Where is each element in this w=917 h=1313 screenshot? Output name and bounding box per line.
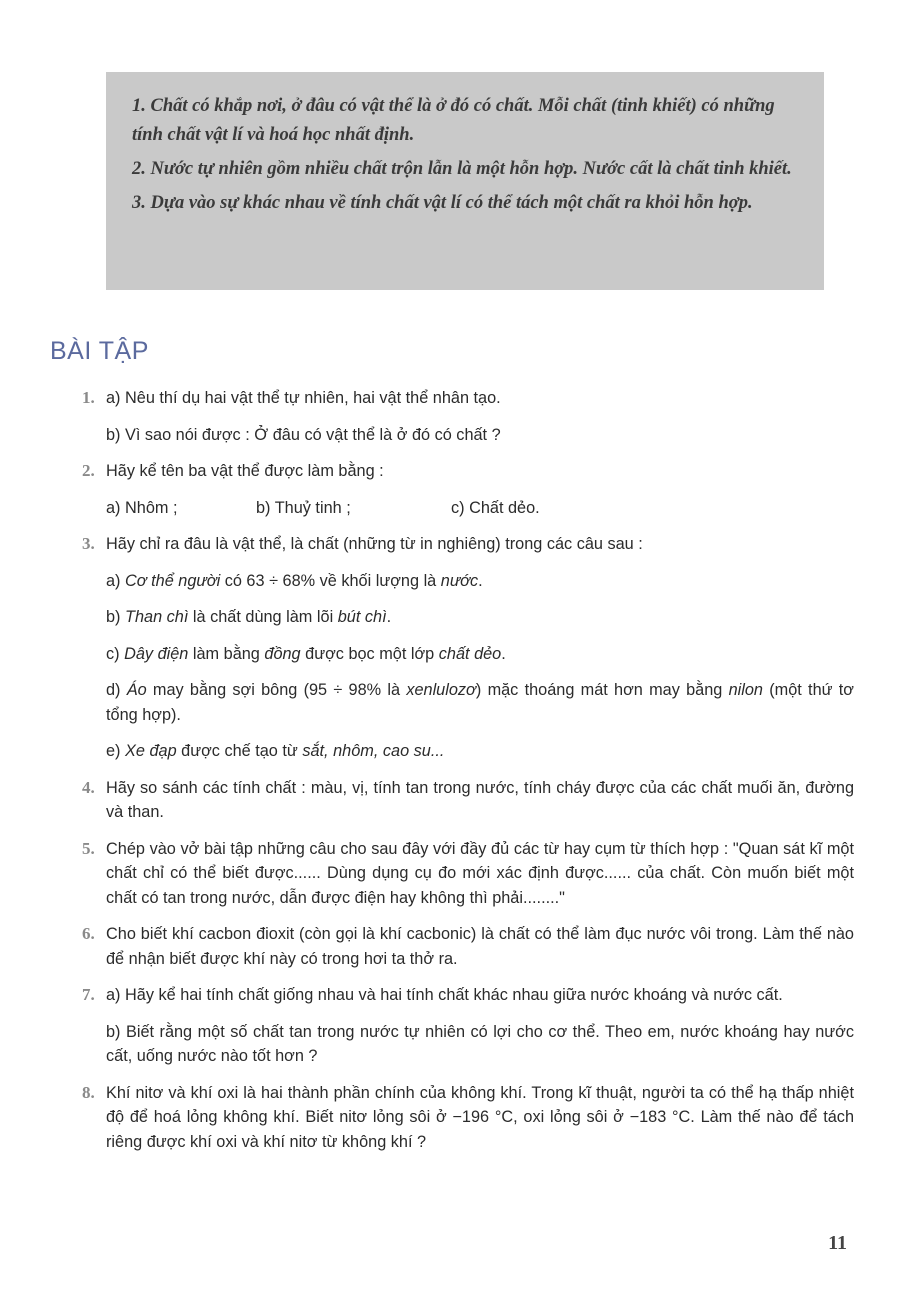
exercise-3-question: Hãy chỉ ra đâu là vật thể, là chất (những từ in nghiêng) trong các câu sau : xyxy=(106,535,643,553)
exercise-1-part-a: a) Nêu thí dụ hai vật thể tự nhiên, hai vật thể nhân tạo. xyxy=(106,389,501,407)
italic-term: đồng xyxy=(264,644,301,663)
text: e) xyxy=(106,742,126,760)
text: . xyxy=(501,644,506,663)
exercise-2-question: Hãy kể tên ba vật thể được làm bằng : xyxy=(106,462,384,480)
exercise-2-options xyxy=(106,496,854,521)
text: b) xyxy=(106,608,126,626)
text: làm bằng xyxy=(188,644,265,663)
italic-term: bút chì xyxy=(337,608,387,626)
exercise-3 xyxy=(82,532,854,764)
exercise-6-text: Cho biết khí cacbon đioxit (còn gọi là khí cacbonic) là chất có thể làm đục nước vôi trong. Làm thế nào để nhận biết được khí này có trong hơi ta thở ra. xyxy=(106,925,854,968)
text: . xyxy=(386,608,392,626)
exercise-number: 5. xyxy=(82,838,95,858)
exercise-7-part-a: a) Hãy kể hai tính chất giống nhau và hai tính chất khác nhau giữa nước khoáng và nước cất. xyxy=(106,986,783,1004)
exercise-8 xyxy=(82,1081,854,1155)
italic-term: nilon xyxy=(728,681,763,699)
exercise-3-part-b xyxy=(106,605,854,630)
exercise-number: 7. xyxy=(82,985,95,1004)
exercise-4-text: Hãy so sánh các tính chất : màu, vị, tính tan trong nước, tính cháy được của các chất muối ăn, đường và than. xyxy=(106,778,854,821)
exercise-7-part-b: b) Biết rằng một số chất tan trong nước tự nhiên có lợi cho cơ thể. Theo em, nước khoáng hay nước cất, uống nước nào tốt hơn ? xyxy=(106,1022,854,1065)
exercise-number: 4. xyxy=(82,777,95,797)
exercise-3-part-d xyxy=(106,678,854,727)
exercise-3-part-a xyxy=(106,569,854,594)
italic-term: Áo xyxy=(126,681,147,699)
summary-box xyxy=(106,72,824,290)
summary-point-1: 1. Chất có khắp nơi, ở đâu có vật thể là ở đó có chất. Mỗi chất (tinh khiết) có những tính chất vật lí và hoá học nhất định. xyxy=(132,96,775,145)
exercise-2-option-b: b) Thuỷ tinh ; xyxy=(256,498,351,517)
exercise-3-part-e xyxy=(106,739,854,764)
exercise-8-text: Khí nitơ và khí oxi là hai thành phần chính của không khí. Trong kĩ thuật, người ta có thể hạ thấp nhiệt độ để hoá lỏng không khí. Biết nitơ lỏng sôi ở −196 °C, oxi lỏng sôi ở −183 °C. Làm thế nào để tách riêng được khí oxi và khí nitơ từ không khí ? xyxy=(106,1083,854,1151)
exercise-2 xyxy=(82,459,854,520)
text: . xyxy=(478,571,483,590)
exercise-2-option-a: a) Nhôm ; xyxy=(106,498,178,517)
text: được bọc một lớp xyxy=(300,644,439,663)
text: là chất dùng làm lõi xyxy=(188,608,338,626)
italic-term: Dây điện xyxy=(124,644,189,663)
summary-point-2: 2. Nước tự nhiên gồm nhiều chất trộn lẫn là một hỗn hợp. Nước cất là chất tinh khiết. xyxy=(132,159,792,179)
text: d) xyxy=(106,681,127,699)
exercise-number: 8. xyxy=(82,1082,95,1102)
italic-term: Cơ thể người xyxy=(125,571,221,590)
exercise-list xyxy=(82,386,854,1166)
exercise-number: 2. xyxy=(82,461,95,480)
exercise-5-text: Chép vào vở bài tập những câu cho sau đây với đầy đủ các từ hay cụm từ thích hợp : "Quan sát kĩ một chất chỉ có thể biết được...... Dùng dụng cụ đo mới xác định được...... của chất. Còn muốn biết một chất có tan trong nước, dẫn được điện hay không thì phải........" xyxy=(106,839,854,907)
italic-term: chất dẻo xyxy=(438,644,502,663)
text: ) mặc thoáng mát hơn may bằng xyxy=(475,681,729,699)
exercise-number: 6. xyxy=(82,924,95,943)
exercise-1-part-b: b) Vì sao nói được : Ở đâu có vật thể là ở đó có chất ? xyxy=(106,425,501,444)
italic-term: Xe đạp xyxy=(125,742,177,760)
exercise-6 xyxy=(82,922,854,971)
page-number: 11 xyxy=(828,1232,847,1254)
exercise-number: 3. xyxy=(82,534,95,553)
exercise-2-option-c: c) Chất dẻo. xyxy=(451,498,540,517)
italic-term: nước xyxy=(440,571,479,590)
text: có 63 ÷ 68% về khối lượng là xyxy=(220,571,441,590)
italic-term: Than chì xyxy=(125,608,189,626)
exercise-3-part-c xyxy=(106,642,854,667)
text: c) xyxy=(106,644,125,663)
exercise-5 xyxy=(82,837,854,911)
text: a) xyxy=(106,571,126,590)
exercise-1 xyxy=(82,386,854,447)
italic-term: sắt, nhôm, cao su... xyxy=(302,742,445,760)
exercise-number: 1. xyxy=(82,388,95,407)
italic-term: xenlulozơ xyxy=(406,681,476,699)
exercise-4 xyxy=(82,776,854,825)
text: may bằng sợi bông (95 ÷ 98% là xyxy=(146,681,407,699)
text: được chế tạo từ xyxy=(176,742,303,760)
exercise-7 xyxy=(82,983,854,1069)
text: (một thứ tơ tổng hợp). xyxy=(106,681,854,724)
summary-point-3: 3. Dựa vào sự khác nhau về tính chất vật lí có thể tách một chất ra khỏi hỗn hợp. xyxy=(132,193,753,213)
section-title: BÀI TẬP xyxy=(50,337,149,365)
